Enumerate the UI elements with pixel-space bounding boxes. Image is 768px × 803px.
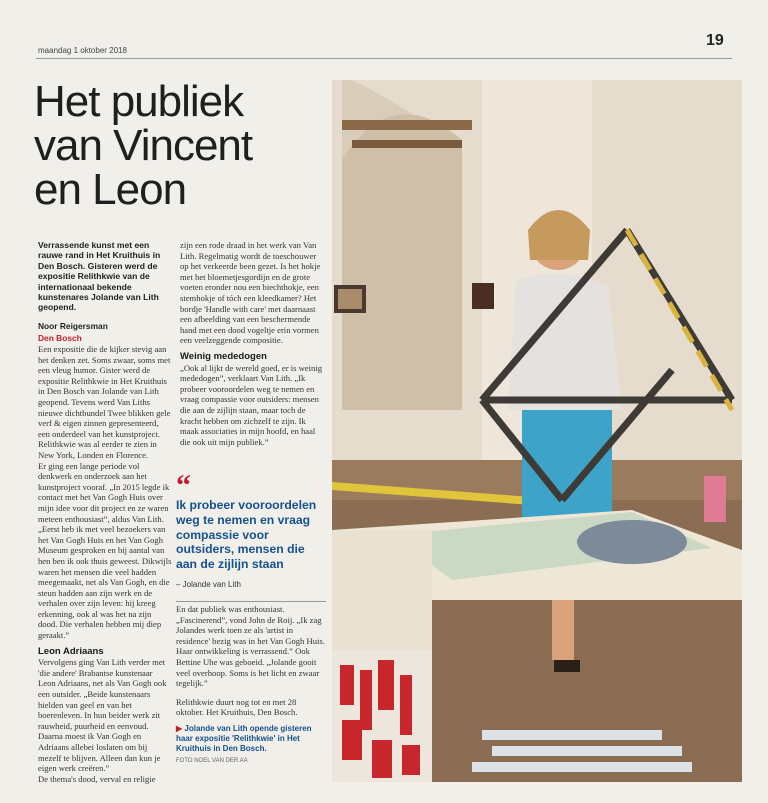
paragraph: Er ging een lange periode vol denkwerk en onderzoek aan het kunstproject vooraf. „In 2015 legde ik contact met het Van Gogh Huis over mijn idee voor dit project en ze waren meteen enthousiast”, aldus Van Lith. „Eerst heb ik met veel bezoekers van het Van Gogh Huis en het Van Gogh Museum gesproken en bij aantal van hen ben ik ook thuis geweest. Dikwijls waren het mensen die veel hadden meegemaakt, net als Van Gogh, en die steun hadden aan zijn werk en de verhalen over zijn leven: hij kreeg erkenning, ook al was het na zijn dood. Die verhalen hebben mij diep geraakt.” [38, 460, 172, 641]
byline: Noor Reigersman [38, 320, 108, 331]
photo-illustration [332, 80, 742, 782]
subhead: Leon Adriaans [38, 645, 104, 657]
article-column-3 [176, 604, 326, 767]
divider [176, 601, 326, 602]
headline-line-1: Het publiek [34, 77, 244, 126]
pull-quote [176, 469, 326, 602]
paragraph: En dat publiek was enthousiast. „Fascinerend”, vond John de Roij. „Ik zag Jolandes werk toen ze als 'artist in residence' bezig was in het Van Gogh Huis. Haar ontwikkeling is verrassend.” Ook Bettine Uhe was geboeid. „Jolande gooit veel overhoop. Soms is het licht en zwaar tegelijk.” [176, 604, 325, 689]
paragraph: „Ook al lijkt de wereld goed, er is weinig mededogen”, verklaart Van Lith. „Ik probeer vooroordelen weg te nemen en vraag compassie voor outsiders: mensen die aan de zijlijn staan, maar toch de kracht hebben om zichzelf te zijn. Ik maak associaties in mijn hoofd, en haal die ook uit mijn publiek.” [180, 362, 322, 447]
page-date: maandag 1 oktober 2018 [38, 46, 127, 55]
paragraph: Een expositie die de kijker stevig aan het denken zet. Soms zwaar, soms met een vleug humor. Gister werd de expositie Relithkwie in Het Kruithuis in Den Bosch van Jolande van Lith geopend. Tevens werd Van Liths nieuwe dichtbundel Twee blikken gele verf & eigen zinnen gepresenteerd, een onderdeel van het kunstproject. Relithkwie was al eerder te zien in New York, Londen en Florence. [38, 344, 171, 460]
paragraph: Vervolgens ging Van Lith verder met 'die andere' Brabantse kunstenaar Leon Adriaans, net als Van Gogh ook een outsider. „Beide kunstenaars hielden van geel en van het boerenleven. In hun beider werk zit rauwheid, puurheid en eenvoud. Daarna moest ik Van Gogh en Adriaans allebei loslaten om bij mezelf te blijven. Alleen dan kun je eigen werk creëren.” [38, 657, 167, 774]
article-column-2 [180, 240, 326, 447]
paragraph: zijn een rode draad in het werk van Van Lith. Regelmatig wordt de toeschouwer op het verkeerde been gezet. Is het hokje met het bloemetjesgordijn en de grote voeten eronder nou een biechthokje, een stemhokje of tóch een kleedkamer? Het bordje 'Handle with care' met daarnaast een afbeelding van een beschermende hand met een dood vogeltje erin vormen een veelzeggende compositie. [180, 240, 321, 346]
quote-author: – Jolande van Lith [176, 579, 241, 589]
paragraph: Relithkwie duurt nog tot en met 28 oktober. Het Kruithuis, Den Bosch. [176, 696, 298, 718]
page-number: 19 [706, 32, 724, 49]
photo-credit: FOTO NOEL VAN DER AA [176, 757, 248, 764]
headline-line-3: en Leon [34, 165, 187, 214]
caption-text: Jolande van Lith opende gisteren haar expositie 'Relithkwie' in Het Kruithuis in Den Bosch. [176, 723, 312, 753]
article-lead: Verrassende kunst met een rauwe rand in Het Kruithuis in Den Bosch. Gisteren werd de expositie Relithkwie van de internationaal bekende kunstenares Jolande van Lith geopend. [38, 240, 161, 313]
article-column-1 [38, 240, 172, 784]
quote-text: Ik probeer vooroordelen weg te nemen en vraag compassie voor outsiders, mensen die aan de zijlijn staan [176, 498, 317, 572]
photo-caption [176, 724, 326, 754]
headline-line-2: van Vincent [34, 121, 253, 170]
caption-arrow-icon: ▶ [176, 723, 183, 733]
page-rule [36, 58, 732, 59]
headline [34, 77, 304, 214]
article-photo [332, 80, 742, 782]
subhead: Weinig mededogen [180, 350, 267, 362]
paragraph: De thema's dood, verval en religie [38, 773, 156, 784]
dateline: Den Bosch [38, 333, 82, 344]
quote-mark-icon: “ [176, 469, 191, 502]
